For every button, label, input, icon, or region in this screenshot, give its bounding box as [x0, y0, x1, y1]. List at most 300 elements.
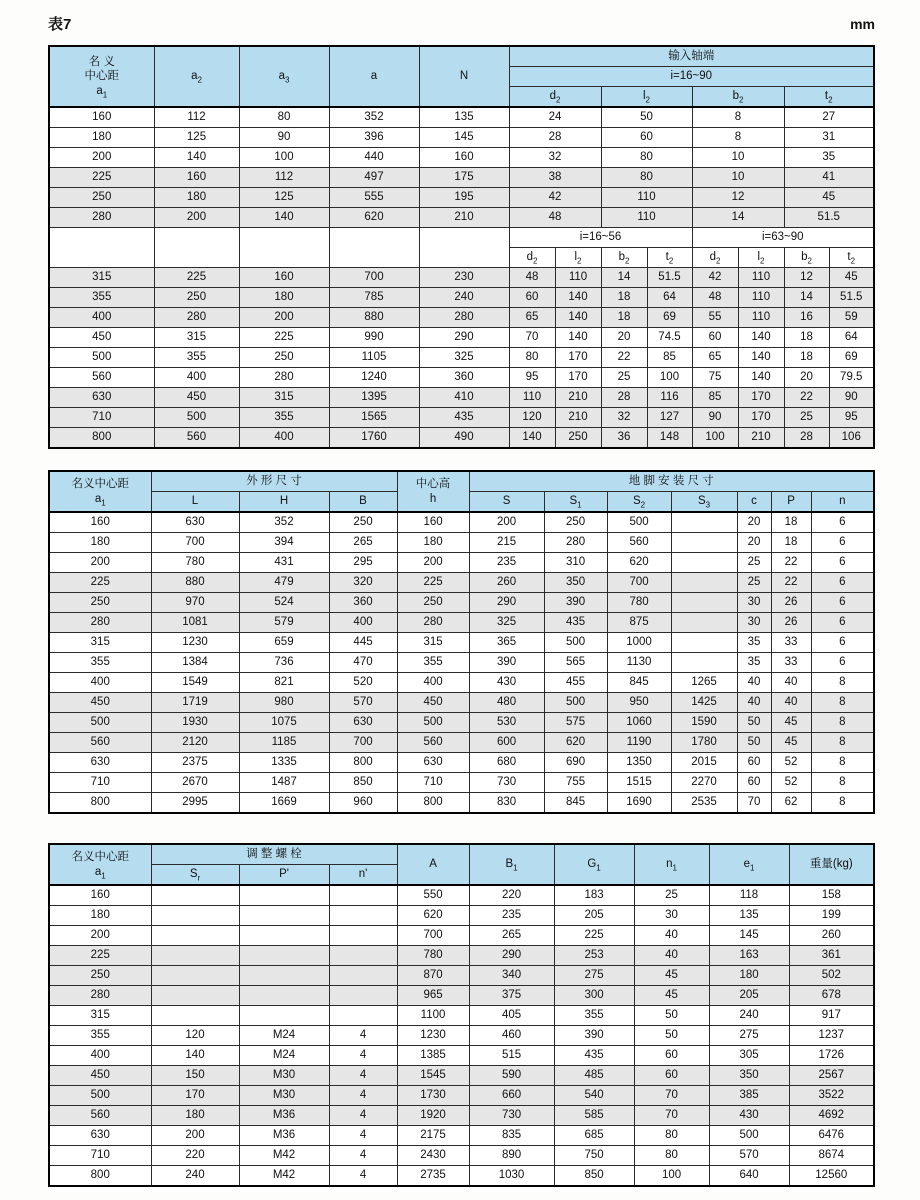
table-cell: 700: [607, 573, 671, 593]
table-cell: 870: [397, 966, 469, 986]
table-cell: 500: [709, 1126, 789, 1146]
table-cell: 280: [49, 613, 151, 633]
col-header-P: P: [771, 492, 811, 513]
table-cell: 175: [419, 168, 509, 188]
table-cell: 850: [329, 773, 397, 793]
table-cell: 8674: [789, 1146, 874, 1166]
table-cell: 10: [692, 148, 784, 168]
table-cell: 685: [554, 1126, 634, 1146]
table-cell: [671, 573, 737, 593]
table-cell: 33: [771, 653, 811, 673]
table-cell: 210: [555, 408, 601, 428]
table-row: [49, 793, 874, 814]
table-cell: 1385: [397, 1046, 469, 1066]
table-cell: [329, 926, 397, 946]
table-cell: 280: [154, 308, 239, 328]
table-cell: 600: [469, 733, 544, 753]
table-cell: 225: [239, 328, 329, 348]
table-cell: 80: [634, 1126, 709, 1146]
table-cell: 14: [784, 288, 829, 308]
table-cell: 394: [239, 533, 329, 553]
table-cell: 250: [154, 288, 239, 308]
mounting-dimensions-table: [48, 470, 875, 814]
table-cell: 430: [709, 1106, 789, 1126]
table-cell: 250: [49, 966, 151, 986]
col-header-h: 中心高 h: [397, 471, 469, 512]
col-header-a1: 名 义 中心距 $a_1$: [49, 46, 154, 107]
table-cell: 240: [709, 1006, 789, 1026]
table-cell: 1719: [151, 693, 239, 713]
table-cell: 50: [634, 1026, 709, 1046]
table-cell: 1930: [151, 713, 239, 733]
table-cell: 755: [544, 773, 607, 793]
table-cell: 355: [49, 653, 151, 673]
table-cell: 40: [771, 673, 811, 693]
table-cell: 250: [49, 188, 154, 208]
table-cell: 555: [329, 188, 419, 208]
table-cell: 350: [544, 573, 607, 593]
table-cell: 250: [49, 593, 151, 613]
table-cell: 880: [151, 573, 239, 593]
table-cell: 560: [49, 368, 154, 388]
table-cell: 355: [154, 348, 239, 368]
col-header-a3: $a_3$: [239, 46, 329, 107]
table-cell: 690: [544, 753, 607, 773]
table-cell: 60: [737, 753, 771, 773]
table-cell: 235: [469, 906, 554, 926]
table-cell: 4692: [789, 1106, 874, 1126]
table-rows-large-sizes: [49, 268, 874, 449]
table-cell: 14: [601, 268, 647, 288]
table-cell: 95: [829, 408, 874, 428]
table-cell: 200: [154, 208, 239, 228]
table-cell: 112: [154, 107, 239, 128]
table-cell: 90: [239, 128, 329, 148]
table-cell: 502: [789, 966, 874, 986]
table-cell: 28: [601, 388, 647, 408]
table-cell: [239, 1006, 329, 1026]
col-header-n: n: [811, 492, 874, 513]
table-row: [49, 966, 874, 986]
table-cell: 500: [49, 1086, 151, 1106]
table-row: [49, 1066, 874, 1086]
table-cell: 6: [811, 512, 874, 533]
table-cell: 170: [738, 408, 784, 428]
table-cell: 800: [49, 793, 151, 814]
table-cell: 750: [554, 1146, 634, 1166]
table-cell: 2430: [397, 1146, 469, 1166]
table-cell: 220: [469, 885, 554, 906]
table-cell: 27: [784, 107, 874, 128]
table-cell: [239, 906, 329, 926]
table-cell: 360: [419, 368, 509, 388]
table-cell: 35: [737, 653, 771, 673]
table-cell: 630: [151, 512, 239, 533]
table-cell: 18: [771, 533, 811, 553]
table-cell: 450: [49, 693, 151, 713]
table-cell: [239, 946, 329, 966]
table-cell: 31: [784, 128, 874, 148]
table-cell: 700: [329, 733, 397, 753]
table-cell: 240: [151, 1166, 239, 1187]
table-cell: 70: [634, 1086, 709, 1106]
table-cell: 225: [397, 573, 469, 593]
table-cell: 280: [397, 613, 469, 633]
table-cell: 140: [154, 148, 239, 168]
table-cell: 50: [737, 713, 771, 733]
table-cell: 40: [771, 693, 811, 713]
table-cell: 390: [544, 593, 607, 613]
empty-cell: [329, 228, 419, 268]
table-cell: 305: [709, 1046, 789, 1066]
table-cell: 120: [509, 408, 555, 428]
table-cell: 1690: [607, 793, 671, 814]
table-cell: 180: [151, 1106, 239, 1126]
table-cell: 430: [469, 673, 544, 693]
table-cell: 780: [151, 553, 239, 573]
table-cell: 48: [692, 288, 738, 308]
table-rows: [49, 512, 874, 813]
table-cell: 710: [49, 1146, 151, 1166]
table-cell: 410: [419, 388, 509, 408]
table-cell: 710: [397, 773, 469, 793]
table-cell: 500: [544, 633, 607, 653]
col-header-n-prime: n': [329, 865, 397, 886]
table-cell: 265: [329, 533, 397, 553]
table-cell: M36: [239, 1126, 329, 1146]
table-cell: 26: [771, 593, 811, 613]
table-row: [49, 388, 874, 408]
table-cell: 25: [634, 885, 709, 906]
table-cell: 45: [829, 268, 874, 288]
table-cell: 835: [469, 1126, 554, 1146]
table-cell: 32: [509, 148, 601, 168]
table-cell: 14: [692, 208, 784, 228]
table-cell: 6: [811, 613, 874, 633]
table-cell: 42: [509, 188, 601, 208]
table-cell: 140: [555, 308, 601, 328]
table-cell: 45: [771, 733, 811, 753]
table-cell: [151, 906, 239, 926]
table-row: [49, 208, 874, 228]
table-cell: 620: [544, 733, 607, 753]
col-header-L: L: [151, 492, 239, 513]
table-cell: 2375: [151, 753, 239, 773]
table-cell: 135: [419, 107, 509, 128]
table-cell: 69: [647, 308, 692, 328]
table-cell: 70: [509, 328, 555, 348]
table-cell: 800: [329, 753, 397, 773]
table-cell: 570: [329, 693, 397, 713]
table-cell: 352: [329, 107, 419, 128]
table-cell: 560: [49, 733, 151, 753]
table-cell: 431: [239, 553, 329, 573]
table-cell: 620: [607, 553, 671, 573]
table-cell: [329, 906, 397, 926]
table-cell: 435: [419, 408, 509, 428]
table-cell: 4: [329, 1166, 397, 1187]
table-cell: 74.5: [647, 328, 692, 348]
table-cell: 435: [544, 613, 607, 633]
table-cell: 50: [737, 733, 771, 753]
table-cell: 780: [607, 593, 671, 613]
ratio-header-16-90: i=16~90: [509, 67, 874, 87]
table-cell: 1265: [671, 673, 737, 693]
table-cell: 460: [469, 1026, 554, 1046]
table-cell: 48: [509, 268, 555, 288]
table-cell: 780: [397, 946, 469, 966]
table-cell: 590: [469, 1066, 554, 1086]
table-cell: 310: [544, 553, 607, 573]
table-cell: 445: [329, 633, 397, 653]
table-cell: [671, 653, 737, 673]
table-cell: 8: [811, 693, 874, 713]
table-row: [49, 368, 874, 388]
table-row: [49, 107, 874, 128]
table-cell: 1075: [239, 713, 329, 733]
table-cell: 112: [239, 168, 329, 188]
table-cell: 265: [469, 926, 554, 946]
table-cell: 960: [329, 793, 397, 814]
table-cell: 250: [544, 512, 607, 533]
table-cell: 22: [784, 388, 829, 408]
table-cell: 1384: [151, 653, 239, 673]
table-cell: 520: [329, 673, 397, 693]
table-cell: 90: [692, 408, 738, 428]
table-cell: 480: [469, 693, 544, 713]
table-row: [49, 148, 874, 168]
table-cell: 50: [601, 107, 692, 128]
table-cell: 6476: [789, 1126, 874, 1146]
group-header-adjusting-bolt: 调 整 螺 栓: [151, 844, 397, 865]
empty-cell: [49, 228, 154, 268]
table-cell: 210: [419, 208, 509, 228]
table-cell: 35: [784, 148, 874, 168]
table-cell: 500: [607, 512, 671, 533]
table-cell: 180: [49, 906, 151, 926]
table-cell: 1669: [239, 793, 329, 814]
table-cell: 22: [601, 348, 647, 368]
table-cell: 140: [239, 208, 329, 228]
table-cell: 700: [397, 926, 469, 946]
table-cell: 980: [239, 693, 329, 713]
table-cell: 1549: [151, 673, 239, 693]
table-cell: [151, 1006, 239, 1026]
table-cell: 35: [737, 633, 771, 653]
col-header-b2: $b_2$: [601, 248, 647, 268]
group-header-outline: 外 形 尺 寸: [151, 471, 397, 492]
table-cell: 18: [601, 308, 647, 328]
table-cell: 180: [239, 288, 329, 308]
table-row: [49, 673, 874, 693]
table-cell: 8: [811, 713, 874, 733]
table-cell: 6: [811, 653, 874, 673]
table-cell: 3522: [789, 1086, 874, 1106]
table-cell: 250: [329, 512, 397, 533]
table-cell: 170: [151, 1086, 239, 1106]
table-cell: 163: [709, 946, 789, 966]
table-row: [49, 926, 874, 946]
table-cell: 700: [151, 533, 239, 553]
table-cell: 490: [419, 428, 509, 449]
col-header-a1: 名义中心距 $a_1$: [49, 471, 151, 512]
table-cell: 8: [811, 673, 874, 693]
table-cell: 450: [397, 693, 469, 713]
table-row: [49, 593, 874, 613]
table-cell: 4: [329, 1066, 397, 1086]
table-cell: 170: [555, 368, 601, 388]
table-cell: 500: [49, 713, 151, 733]
table-cell: 400: [49, 673, 151, 693]
table-cell: 8: [811, 793, 874, 814]
table-row: [49, 553, 874, 573]
table-cell: 579: [239, 613, 329, 633]
table-cell: [239, 966, 329, 986]
table-cell: 500: [397, 713, 469, 733]
table-cell: 678: [789, 986, 874, 1006]
table-cell: 4: [329, 1146, 397, 1166]
table-cell: 355: [49, 288, 154, 308]
table-cell: [671, 512, 737, 533]
table-cell: 4: [329, 1086, 397, 1106]
table-cell: 1395: [329, 388, 419, 408]
table-cell: 25: [784, 408, 829, 428]
table-cell: 565: [544, 653, 607, 673]
table-cell: 95: [509, 368, 555, 388]
table-cell: 106: [829, 428, 874, 449]
table-cell: 965: [397, 986, 469, 1006]
table-cell: 2670: [151, 773, 239, 793]
table-cell: [151, 926, 239, 946]
table-cell: 210: [738, 428, 784, 449]
table-cell: 140: [738, 328, 784, 348]
table-cell: 260: [469, 573, 544, 593]
table-row: [49, 773, 874, 793]
table-cell: 365: [469, 633, 544, 653]
table-cell: 25: [737, 553, 771, 573]
table-cell: 60: [634, 1046, 709, 1066]
table-cell: 990: [329, 328, 419, 348]
table-row: [49, 512, 874, 533]
table-cell: 59: [829, 308, 874, 328]
table-cell: 280: [49, 986, 151, 1006]
table-cell: 290: [469, 946, 554, 966]
table-cell: 1565: [329, 408, 419, 428]
table-cell: 700: [329, 268, 419, 288]
table-cell: 225: [554, 926, 634, 946]
table-cell: 85: [692, 388, 738, 408]
table-cell: 1545: [397, 1066, 469, 1086]
table-cell: 120: [151, 1026, 239, 1046]
table-cell: 170: [555, 348, 601, 368]
col-header-S3: $S_3$: [671, 492, 737, 513]
table-cell: M30: [239, 1086, 329, 1106]
col-header-B1: $B_1$: [469, 844, 554, 885]
col-header-d2: $d_2$: [509, 248, 555, 268]
table-cell: 315: [154, 328, 239, 348]
col-header-P-prime: P': [239, 865, 329, 886]
table-row: [49, 308, 874, 328]
table-cell: 230: [419, 268, 509, 288]
table-cell: 110: [601, 208, 692, 228]
table-cell: 118: [709, 885, 789, 906]
table-row: [49, 693, 874, 713]
table-row: [49, 986, 874, 1006]
table-cell: 850: [554, 1166, 634, 1187]
table-cell: 500: [154, 408, 239, 428]
col-header-a1: 名义中心距 $a_1$: [49, 844, 151, 885]
table-cell: 40: [737, 673, 771, 693]
ratio-header-63-90: i=63~90: [692, 228, 874, 248]
table-cell: [329, 986, 397, 1006]
table-cell: 200: [469, 512, 544, 533]
table-cell: 160: [154, 168, 239, 188]
table-cell: 205: [554, 906, 634, 926]
col-header-S1: $S_1$: [544, 492, 607, 513]
col-header-c: c: [737, 492, 771, 513]
table-cell: 1230: [151, 633, 239, 653]
table-rows-small-sizes: [49, 107, 874, 228]
table-cell: 540: [554, 1086, 634, 1106]
table-cell: 1100: [397, 1006, 469, 1026]
table-cell: 18: [784, 348, 829, 368]
table-cell: 45: [634, 986, 709, 1006]
table-cell: 2175: [397, 1126, 469, 1146]
table-row: [49, 1166, 874, 1187]
table-cell: 2735: [397, 1166, 469, 1187]
table-cell: [671, 593, 737, 613]
table-cell: 20: [737, 512, 771, 533]
table-cell: 110: [601, 188, 692, 208]
table-row: [49, 713, 874, 733]
table-cell: 36: [601, 428, 647, 449]
table-cell: M42: [239, 1146, 329, 1166]
table-cell: 355: [49, 1026, 151, 1046]
group-header-input-shaft: 输入轴端: [509, 46, 874, 67]
table-cell: 80: [634, 1146, 709, 1166]
table-cell: 6: [811, 533, 874, 553]
table-cell: 350: [709, 1066, 789, 1086]
table-cell: 170: [738, 388, 784, 408]
table-cell: 2567: [789, 1066, 874, 1086]
table-cell: 45: [634, 966, 709, 986]
table-cell: 235: [469, 553, 544, 573]
table-cell: 450: [154, 388, 239, 408]
table-cell: 710: [49, 773, 151, 793]
table-cell: 50: [634, 1006, 709, 1026]
table-cell: 360: [329, 593, 397, 613]
table-cell: 280: [239, 368, 329, 388]
table-cell: 1726: [789, 1046, 874, 1066]
table-cell: 950: [607, 693, 671, 713]
table-row: [49, 1146, 874, 1166]
table-cell: 260: [789, 926, 874, 946]
table-cell: 6: [811, 633, 874, 653]
table-cell: 1081: [151, 613, 239, 633]
table-cell: 160: [239, 268, 329, 288]
col-header-B: B: [329, 492, 397, 513]
table-cell: [329, 1006, 397, 1026]
table-cell: 6: [811, 553, 874, 573]
table-cell: 4: [329, 1026, 397, 1046]
table-cell: 275: [554, 966, 634, 986]
table-row: [49, 128, 874, 148]
table-cell: 485: [554, 1066, 634, 1086]
col-header-b2: $b_2$: [692, 87, 784, 108]
col-header-a2: $a_2$: [154, 46, 239, 107]
table-cell: 20: [737, 533, 771, 553]
table-cell: 280: [49, 208, 154, 228]
